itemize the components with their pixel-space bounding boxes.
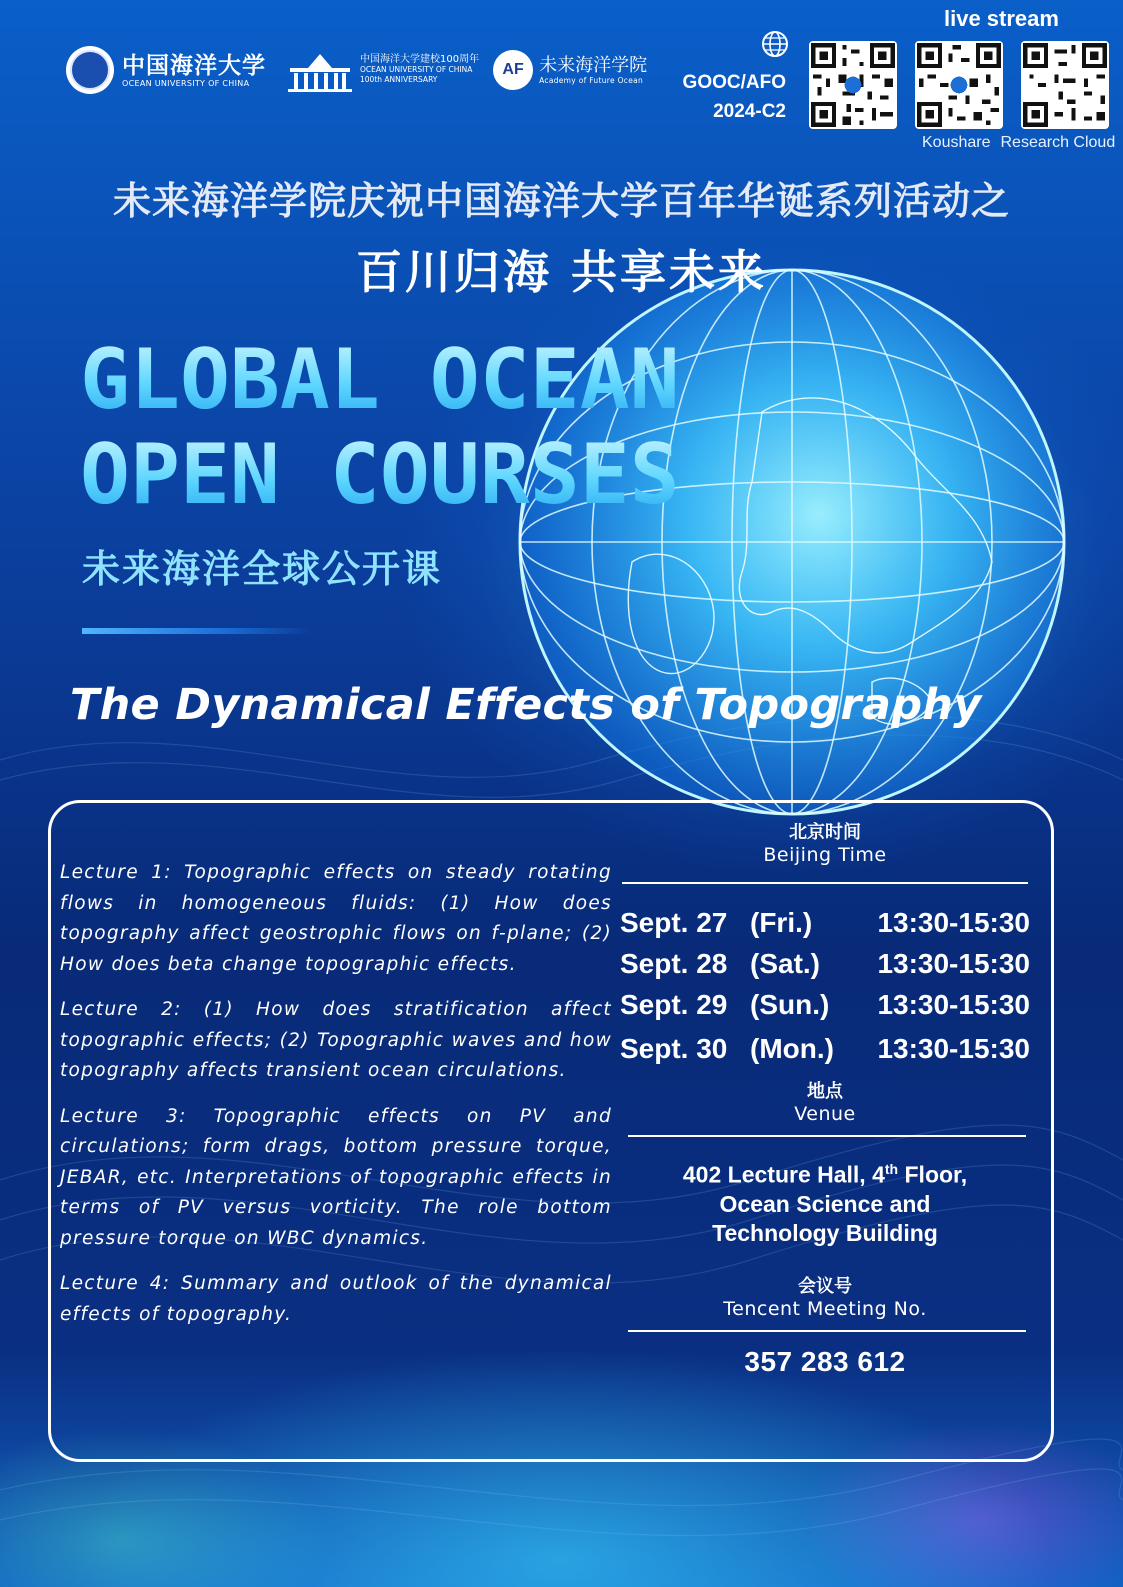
qr-pattern-2 bbox=[915, 41, 1003, 129]
afo-logo bbox=[493, 50, 647, 90]
building-icon bbox=[284, 46, 356, 94]
lecture-item: Lecture 2: (1) How does stratification affect topographic effects; (2) Topographic waves and how topography affects transient ocean circulations. bbox=[60, 999, 612, 1081]
qr-label-research-cloud: Research Cloud bbox=[1000, 134, 1116, 151]
schedule-day: (Sun.) bbox=[750, 989, 830, 1020]
qr-label-koushare: Koushare bbox=[922, 134, 991, 151]
ouc-name-en: OCEAN UNIVERSITY OF CHINA bbox=[122, 78, 250, 88]
schedule-time: 13:30-15:30 bbox=[877, 948, 1030, 979]
schedule-row bbox=[620, 902, 1030, 943]
schedule-time: 13:30-15:30 bbox=[877, 989, 1030, 1020]
ouc-logo bbox=[122, 53, 266, 88]
lecture-item: Lecture 4: Summary and outlook of the dynamical effects of topography. bbox=[60, 1273, 612, 1325]
qr-code-2[interactable] bbox=[915, 41, 1003, 129]
theme-title-cn: 百川归海 共享未来 bbox=[355, 245, 767, 299]
venue-line1-sup: th bbox=[884, 1161, 899, 1177]
meeting-label-en: Tencent Meeting No. bbox=[723, 1297, 927, 1320]
schedule-time: 13:30-15:30 bbox=[877, 1033, 1030, 1064]
afo-mark: AF bbox=[493, 50, 533, 90]
schedule-panel bbox=[620, 818, 1030, 1378]
series-title-cn: 未来海洋学院庆祝中国海洋大学百年华诞系列活动之 bbox=[112, 179, 1010, 223]
afo-name-cn: 未来海洋学院 bbox=[539, 54, 648, 76]
anniversary-logo bbox=[284, 46, 479, 94]
anniversary-line3: 100th ANNIVERSARY bbox=[360, 75, 438, 84]
afo-name-en: Academy of Future Ocean bbox=[539, 75, 644, 85]
course-code bbox=[668, 68, 786, 126]
schedule-day: (Sat.) bbox=[750, 948, 820, 979]
meeting-number[interactable]: 357 283 612 bbox=[744, 1345, 906, 1377]
schedule-row bbox=[620, 943, 1030, 984]
anniversary-line1: 中国海洋大学建校100周年 bbox=[360, 54, 480, 65]
lecture-list bbox=[60, 858, 612, 1345]
ouc-name-cn: 中国海洋大学 bbox=[122, 51, 266, 79]
venue-label-cn: 地点 bbox=[807, 1081, 843, 1102]
schedule-time: 13:30-15:30 bbox=[877, 907, 1030, 938]
topic-title: The Dynamical Effects of Topography bbox=[70, 680, 982, 730]
lecture-item: Lecture 1: Topographic effects on steady rotating flows in homogeneous fluids: (1) How does topography affect geostrophic flows on f-plane; (2) How does beta change topographic effects. bbox=[60, 862, 612, 975]
schedule-day: (Fri.) bbox=[750, 907, 813, 938]
logo-row bbox=[66, 40, 647, 100]
venue-line1-pre: 402 Lecture Hall, 4 bbox=[682, 1161, 885, 1188]
live-stream-label: live stream bbox=[944, 6, 1059, 31]
schedule-row bbox=[620, 1028, 1030, 1069]
divider bbox=[628, 1135, 1026, 1137]
qr-pattern-1 bbox=[809, 41, 897, 129]
course-code-line2: 2024-C2 bbox=[713, 101, 786, 122]
venue-line3: Technology Building bbox=[712, 1219, 938, 1246]
schedule-row bbox=[620, 984, 1030, 1025]
time-label-en: Beijing Time bbox=[763, 844, 887, 866]
meeting-label-cn: 会议号 bbox=[798, 1275, 852, 1297]
schedule-day: (Mon.) bbox=[750, 1033, 834, 1064]
ouc-seal-icon bbox=[66, 46, 114, 94]
time-label-cn: 北京时间 bbox=[789, 822, 861, 843]
qr-code-3[interactable] bbox=[1021, 41, 1109, 129]
schedule-date: Sept. 30 bbox=[620, 1033, 728, 1064]
schedule-date: Sept. 29 bbox=[620, 989, 728, 1020]
qr-pattern-3 bbox=[1021, 41, 1109, 129]
schedule-date: Sept. 28 bbox=[620, 948, 728, 979]
schedule-date: Sept. 27 bbox=[620, 907, 728, 938]
lecture-item: Lecture 3: Topographic effects on PV and circulations; form drags, bottom pressure torque, JEBAR, etc. Interpretations of topographic effects in terms of PV versus vorticity. The role bottom pressure torque on WBC dynamics. bbox=[60, 1105, 612, 1249]
qr-code-1[interactable] bbox=[809, 41, 897, 129]
venue-line2: Ocean Science and bbox=[719, 1190, 931, 1217]
course-title-cn: 未来海洋全球公开课 bbox=[82, 547, 443, 591]
divider bbox=[628, 1330, 1026, 1332]
divider bbox=[622, 882, 1028, 884]
accent-divider bbox=[82, 628, 312, 634]
venue-address bbox=[620, 1155, 1030, 1248]
qr-labels bbox=[922, 134, 1115, 152]
anniversary-line2: OCEAN UNIVERSITY OF CHINA bbox=[360, 65, 473, 74]
course-code-line1: GOOC/AFO bbox=[682, 72, 786, 93]
venue-label-en: Venue bbox=[794, 1103, 856, 1125]
main-title-line1: GLOBAL OCEAN bbox=[80, 331, 680, 428]
venue-line1-post: Floor, bbox=[898, 1161, 968, 1188]
web-globe-icon bbox=[761, 30, 789, 58]
main-title-line2: OPEN COURSES bbox=[80, 426, 680, 523]
